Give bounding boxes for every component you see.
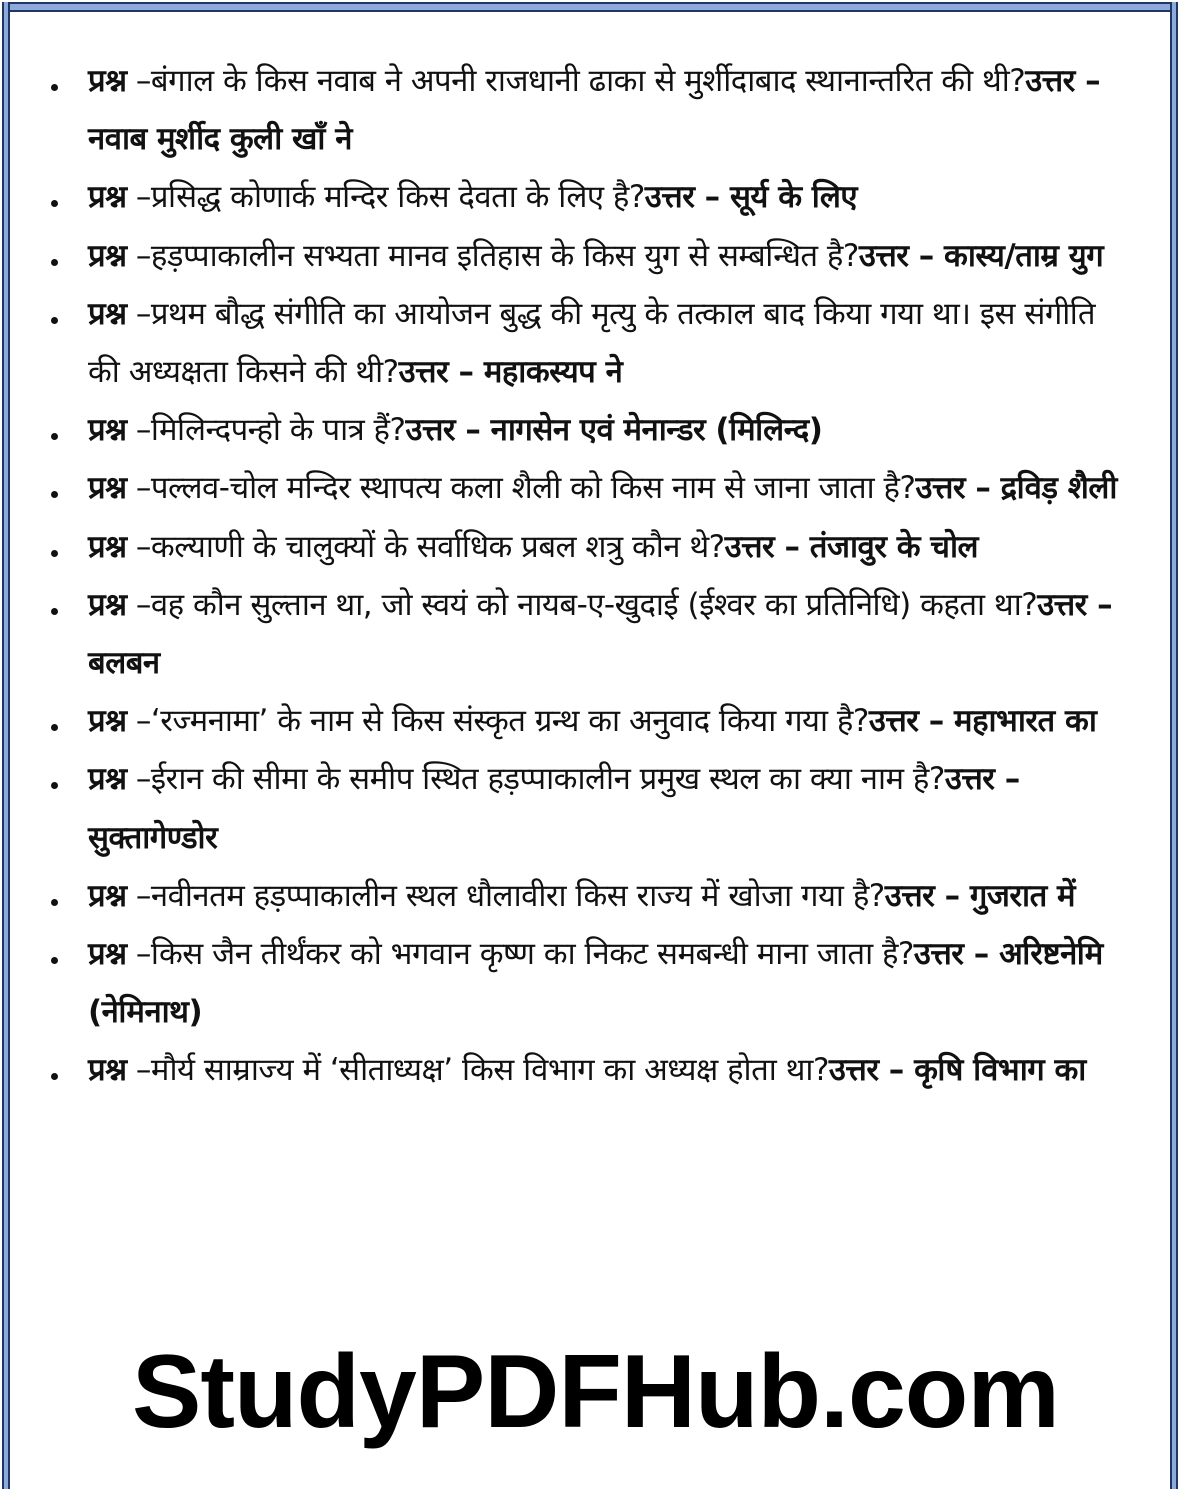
question-label: प्रश्न bbox=[88, 295, 127, 332]
bullet-icon bbox=[51, 317, 58, 324]
question-label: प्रश्न bbox=[88, 412, 127, 449]
question-text: बंगाल के किस नवाब ने अपनी राजधानी ढाका से मुर्शीदाबाद स्थानान्तरित की थी? bbox=[150, 63, 1026, 99]
answer-label: उत्तर bbox=[915, 470, 966, 507]
question-label: प्रश्न bbox=[88, 761, 127, 798]
bullet-icon bbox=[51, 491, 58, 498]
answer-text: सूर्य के लिए bbox=[729, 179, 857, 216]
question-text: पल्लव-चोल मन्दिर स्थापत्य कला शैली को किस नाम से जाना जाता है? bbox=[150, 470, 916, 507]
qa-item-4 bbox=[0, 285, 1160, 401]
bullet-icon bbox=[51, 433, 58, 440]
answer-label: उत्तर bbox=[858, 237, 909, 274]
question-text: किस जैन तीर्थंकर को भगवान कृष्ण का निकट समबन्धी माना जाता है? bbox=[150, 936, 914, 973]
qa-item-10 bbox=[0, 750, 1160, 866]
answer-label: उत्तर bbox=[828, 1052, 879, 1089]
qa-item-7 bbox=[0, 518, 1160, 576]
answer-dash: – bbox=[455, 412, 491, 449]
answer-text: द्रविड़ शैली bbox=[1000, 470, 1117, 507]
question-dash: – bbox=[126, 179, 151, 216]
question-dash: – bbox=[126, 412, 151, 449]
question-label: प्रश्न bbox=[88, 237, 127, 274]
answer-label: उत्तर bbox=[724, 528, 775, 565]
bullet-icon bbox=[51, 259, 58, 266]
bullet-icon bbox=[51, 608, 58, 615]
answer-text: तंजावुर के चोल bbox=[809, 528, 979, 565]
answer-label: उत्तर bbox=[1025, 63, 1075, 99]
question-label: प्रश्न bbox=[88, 936, 127, 973]
question-dash: – bbox=[126, 295, 151, 332]
question-label: प्रश्न bbox=[88, 877, 127, 914]
answer-dash: – bbox=[448, 354, 484, 391]
answer-label: उत्तर bbox=[884, 877, 935, 914]
answer-text: महाभारत का bbox=[954, 703, 1097, 740]
answer-dash: – bbox=[908, 237, 945, 274]
qa-item-12 bbox=[0, 925, 1160, 1041]
answer-text: बलबन bbox=[88, 645, 160, 682]
bullet-icon bbox=[51, 200, 58, 207]
question-dash: – bbox=[126, 1052, 151, 1089]
question-label: प्रश्न bbox=[88, 470, 127, 507]
question-dash: – bbox=[126, 586, 151, 623]
bullet-icon bbox=[51, 899, 58, 906]
qa-item-11 bbox=[0, 867, 1160, 925]
answer-dash: – bbox=[934, 877, 970, 914]
qa-item-9 bbox=[0, 692, 1160, 750]
answer-label: उत्तर bbox=[398, 354, 449, 391]
question-text: ‘रज्मनामा’ के नाम से किस संस्कृत ग्रन्थ का अनुवाद किया गया है? bbox=[150, 703, 869, 740]
question-text: कल्याणी के चालुक्यों के सर्वाधिक प्रबल शत्रु कौन थे? bbox=[150, 528, 725, 565]
bullet-icon bbox=[51, 957, 58, 964]
qa-item-13 bbox=[0, 1041, 1160, 1099]
question-label: प्रश्न bbox=[88, 586, 127, 623]
qa-item-3 bbox=[0, 227, 1160, 285]
page-border-right bbox=[1170, 2, 1178, 1489]
answer-label: उत्तर bbox=[944, 761, 995, 798]
question-text: प्रसिद्ध कोणार्क मन्दिर किस देवता के लिए है? bbox=[150, 179, 645, 216]
question-dash: – bbox=[126, 63, 151, 99]
answer-text: गुजरात में bbox=[969, 877, 1076, 914]
question-label: प्रश्न bbox=[88, 528, 127, 565]
question-dash: – bbox=[126, 528, 151, 565]
answer-dash: – bbox=[1086, 586, 1113, 623]
answer-dash: – bbox=[694, 179, 730, 216]
answer-text: अरिष्टनेमि (नेमिनाथ) bbox=[88, 936, 1103, 1031]
answer-dash: – bbox=[994, 761, 1020, 798]
question-dash: – bbox=[126, 237, 151, 274]
answer-text: नवाब मुर्शीद कुली खाँ ने bbox=[88, 121, 352, 158]
question-answer-list bbox=[0, 52, 1160, 1100]
answer-text: कृषि विभाग का bbox=[914, 1052, 1086, 1089]
question-text: प्रथम बौद्ध संगीति का आयोजन बुद्ध की मृत्यु के तत्काल बाद किया गया था। इस संगीति की अध्यक्षता किसने की थी? bbox=[88, 295, 1096, 391]
question-dash: – bbox=[126, 470, 151, 507]
question-dash: – bbox=[126, 703, 151, 740]
question-text: मिलिन्दपन्हो के पात्र हैं? bbox=[150, 412, 406, 449]
qa-item-6 bbox=[0, 459, 1160, 517]
answer-dash: – bbox=[918, 703, 955, 740]
answer-dash: – bbox=[965, 470, 1001, 507]
question-dash: – bbox=[126, 761, 151, 798]
question-label: प्रश्न bbox=[88, 1052, 127, 1089]
answer-dash: – bbox=[774, 528, 810, 565]
answer-label: उत्तर bbox=[405, 412, 456, 449]
bullet-icon bbox=[51, 1073, 58, 1080]
qa-item-2 bbox=[0, 168, 1160, 226]
bullet-icon bbox=[51, 724, 58, 731]
answer-dash: – bbox=[1074, 63, 1101, 99]
question-dash: – bbox=[126, 936, 151, 973]
answer-dash: – bbox=[963, 936, 1000, 973]
answer-label: उत्तर bbox=[644, 179, 695, 216]
answer-dash: – bbox=[878, 1052, 915, 1089]
qa-item-1 bbox=[0, 52, 1160, 168]
question-text: हड़प्पाकालीन सभ्यता मानव इतिहास के किस युग से सम्बन्धित है? bbox=[150, 237, 859, 274]
question-text: मौर्य साम्राज्य में ‘सीताध्यक्ष’ किस विभाग का अध्यक्ष होता था? bbox=[150, 1052, 829, 1089]
answer-text: महाकस्यप ने bbox=[483, 354, 623, 391]
page-border-top bbox=[2, 2, 1178, 12]
question-text: ईरान की सीमा के समीप स्थित हड़प्पाकालीन प्रमुख स्थल का क्या नाम है? bbox=[150, 761, 945, 798]
question-label: प्रश्न bbox=[88, 63, 127, 99]
question-label: प्रश्न bbox=[88, 179, 127, 216]
question-text: नवीनतम हड़प्पाकालीन स्थल धौलावीरा किस राज्य में खोजा गया है? bbox=[150, 877, 885, 914]
qa-item-8 bbox=[0, 576, 1160, 692]
bullet-icon bbox=[51, 550, 58, 557]
answer-text: नागसेन एवं मेनान्डर (मिलिन्द) bbox=[490, 412, 823, 449]
question-dash: – bbox=[126, 877, 151, 914]
qa-item-5 bbox=[0, 401, 1160, 459]
question-label: प्रश्न bbox=[88, 703, 127, 740]
watermark-text: StudyPDFHub.com bbox=[132, 1334, 1059, 1450]
question-text: वह कौन सुल्तान था, जो स्वयं को नायब-ए-खुदाई (ईश्वर का प्रतिनिधि) कहता था? bbox=[150, 586, 1038, 623]
bullet-icon bbox=[51, 782, 58, 789]
answer-text: सुक्तागेण्डोर bbox=[88, 819, 218, 856]
bullet-icon bbox=[51, 84, 58, 91]
answer-label: उत्तर bbox=[913, 936, 964, 973]
answer-label: उत्तर bbox=[868, 703, 919, 740]
answer-text: कास्य/ताम्र युग bbox=[944, 237, 1104, 274]
answer-label: उत्तर bbox=[1037, 586, 1087, 623]
